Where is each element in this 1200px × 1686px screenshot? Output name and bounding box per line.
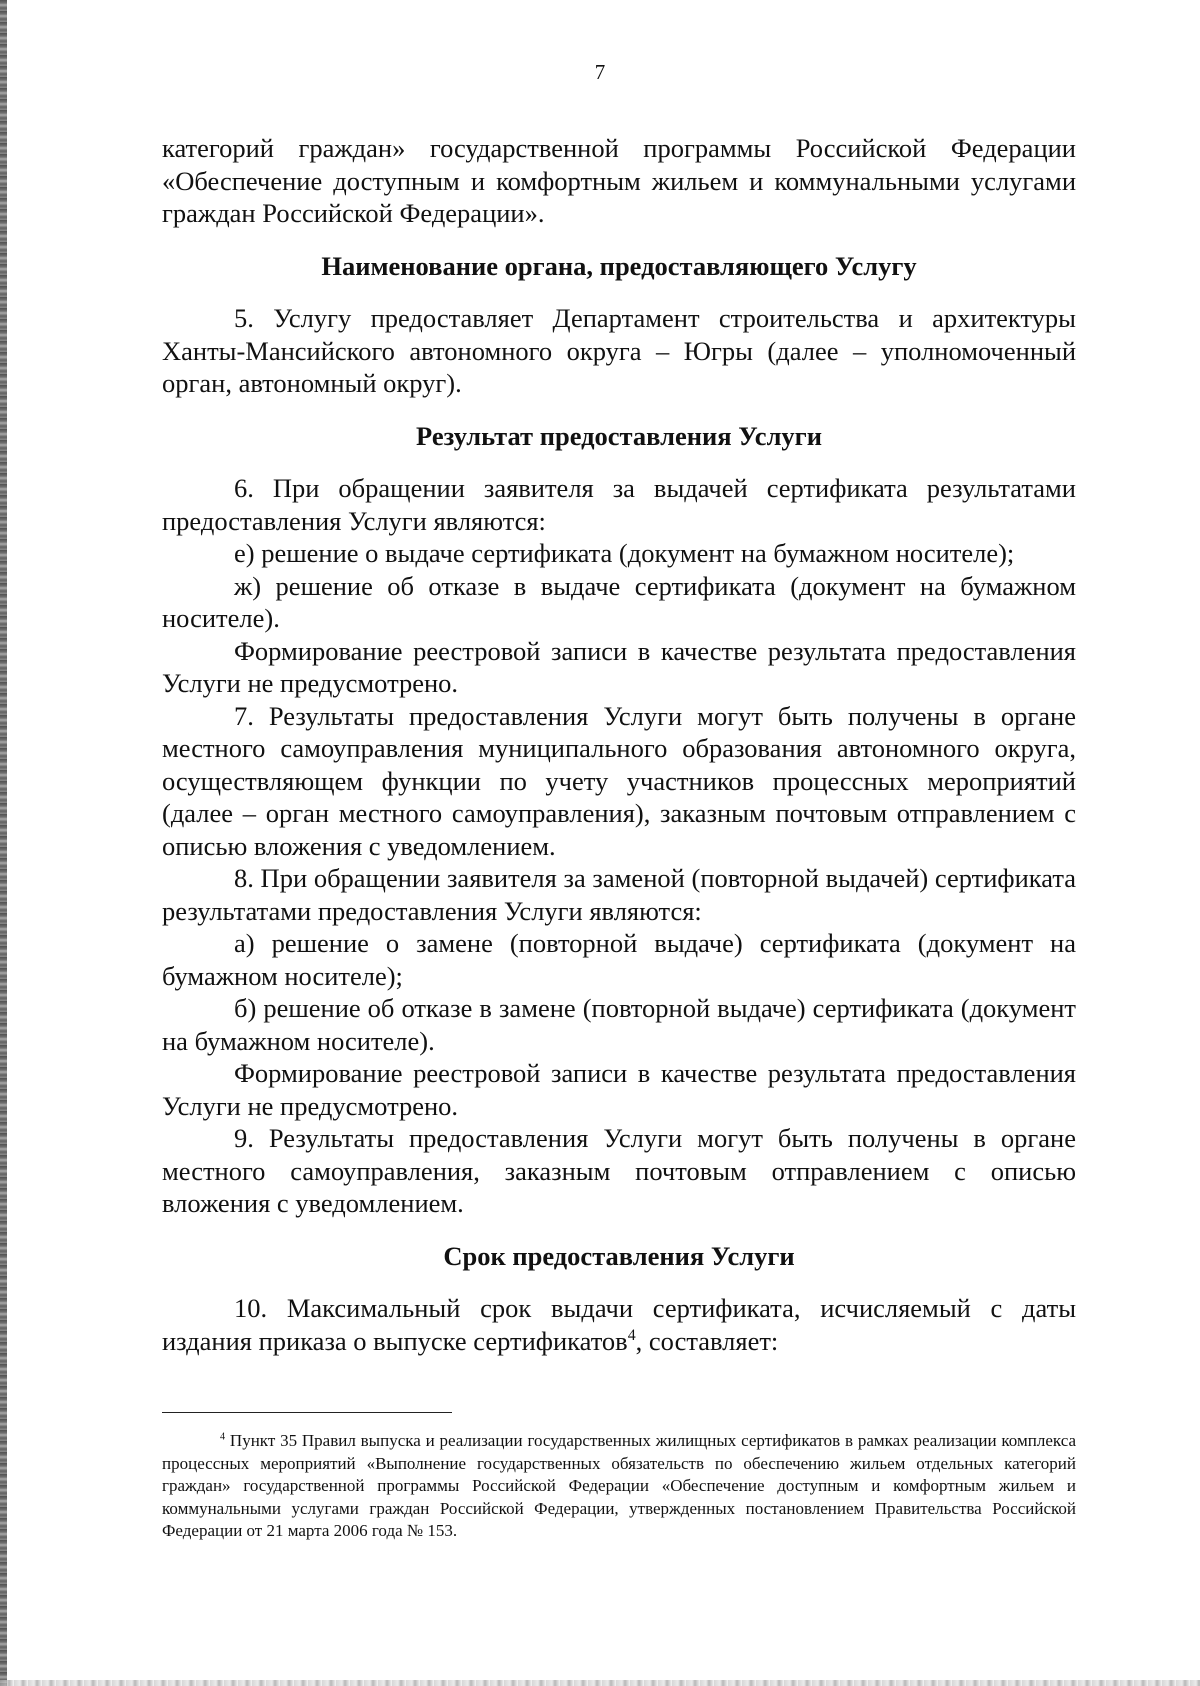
paragraph-5: 5. Услугу предоставляет Департамент строительства и архитектуры Ханты-Мансийского автономного округа – Югры (далее – уполномоченный орган, автономный округ). xyxy=(162,303,1076,398)
paragraph-10 xyxy=(162,1292,1076,1357)
scan-left-edge xyxy=(0,0,7,1686)
paragraph-7: 7. Результаты предоставления Услуги могут быть получены в органе местного самоуправления муниципального образования автономного округа, осуществляющем функции по учету участников процессных мероприятий (далее – орган местного самоуправления), заказным почтовым отправлением с описью вложения с уведомлением. xyxy=(162,700,1076,861)
heading-result: Результат предоставления Услуги xyxy=(416,420,822,451)
footnote-separator xyxy=(162,1412,452,1413)
footnote-text: Пункт 35 Правил выпуска и реализации государственных жилищных сертификатов в рамках реализации комплекса процессных мероприятий «Выполнение государственных обязательств по обеспечению жильем отдельных категорий граждан» государственной программы Российской Федерации «Обеспечение доступным и комфортным жильем и коммунальными услугами граждан Российской Федерации, утвержденных постановлением Правительства Российской Федерации от 21 марта 2006 года № 153. xyxy=(162,1431,1076,1540)
paragraph-9: 9. Результаты предоставления Услуги могут быть получены в органе местного самоуправления, заказным почтовым отправлением с описью вложения с уведомлением. xyxy=(162,1123,1076,1218)
page-number: 7 xyxy=(594,60,606,84)
footnote-mark: 4 xyxy=(220,1431,226,1443)
paragraph-6: 6. При обращении заявителя за выдачей сертификата результатами предоставления Услуги являются: xyxy=(162,473,1076,536)
paragraph-intro: категорий граждан» государственной программы Российской Федерации «Обеспечение доступным и комфортным жильем и коммунальными услугами граждан Российской Федерации». xyxy=(162,133,1076,228)
paragraph-8: 8. При обращении заявителя за заменой (повторной выдачей) сертификата результатами предоставления Услуги являются: xyxy=(162,863,1076,926)
heading-term: Срок предоставления Услуги xyxy=(443,1240,795,1271)
paragraph-6-zh: ж) решение об отказе в выдаче сертификата (документ на бумажном носителе). xyxy=(162,570,1076,633)
paragraph-10-text: 10. Максимальный срок выдачи сертификата, исчисляемый с даты издания приказа о выпуске сертификатов xyxy=(162,1293,1076,1356)
footnote-ref-4: 4 xyxy=(627,1326,636,1344)
paragraph-10-end: , составляет: xyxy=(635,1325,779,1356)
paragraph-8-b: б) решение об отказе в замене (повторной выдаче) сертификата (документ на бумажном носителе). xyxy=(162,993,1076,1056)
footnote-4 xyxy=(162,1430,1076,1543)
footnote xyxy=(162,1430,1076,1543)
document-body xyxy=(162,132,1076,1357)
paragraph-8-registry: Формирование реестровой записи в качестве результата предоставления Услуги не предусмотрено. xyxy=(162,1058,1076,1121)
heading-organ: Наименование органа, предоставляющего Услугу xyxy=(321,250,917,281)
paragraph-6-e: е) решение о выдаче сертификата (документ на бумажном носителе); xyxy=(234,538,1015,568)
paragraph-6-registry: Формирование реестровой записи в качестве результата предоставления Услуги не предусмотрено. xyxy=(162,635,1076,698)
scan-bottom-edge xyxy=(0,1680,1200,1686)
paragraph-8-a: а) решение о замене (повторной выдаче) сертификата (документ на бумажном носителе); xyxy=(162,928,1076,991)
